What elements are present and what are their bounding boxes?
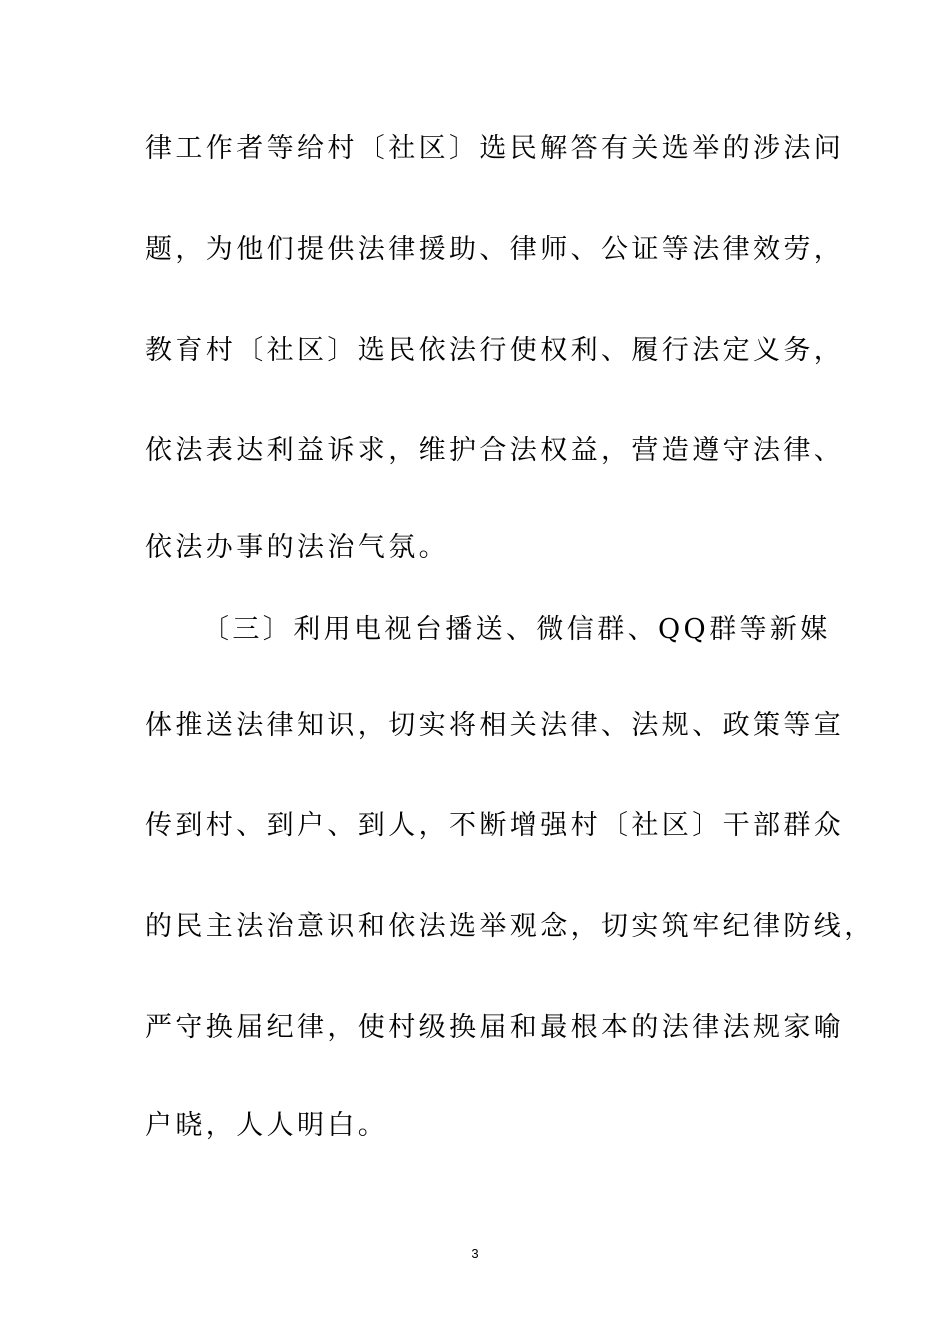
paragraph-line: 传到村、到户、到人，不断增强村〔社区〕干部群众 — [145, 810, 845, 841]
paragraph-line: 律工作者等给村〔社区〕选民解答有关选举的涉法问 — [145, 133, 845, 164]
paragraph-line: 〔三〕利用电视台播送、微信群、QQ群等新媒 — [202, 614, 831, 645]
paragraph-line: 题，为他们提供法律援助、律师、公证等法律效劳， — [145, 234, 845, 265]
paragraph-line: 体推送法律知识，切实将相关法律、法规、政策等宣 — [145, 710, 845, 741]
paragraph-line: 教育村〔社区〕选民依法行使权利、履行法定义务， — [145, 335, 845, 366]
paragraph-line: 依法表达利益诉求，维护合法权益，营造遵守法律、 — [145, 435, 845, 466]
paragraph-line: 严守换届纪律，使村级换届和最根本的法律法规家喻 — [145, 1012, 845, 1043]
paragraph-line: 依法办事的法治气氛。 — [145, 532, 449, 563]
page-number: 3 — [471, 1246, 479, 1261]
paragraph-line: 户晓，人人明白。 — [145, 1110, 389, 1141]
paragraph-line: 的民主法治意识和依法选举观念，切实筑牢纪律防线， — [145, 911, 875, 942]
